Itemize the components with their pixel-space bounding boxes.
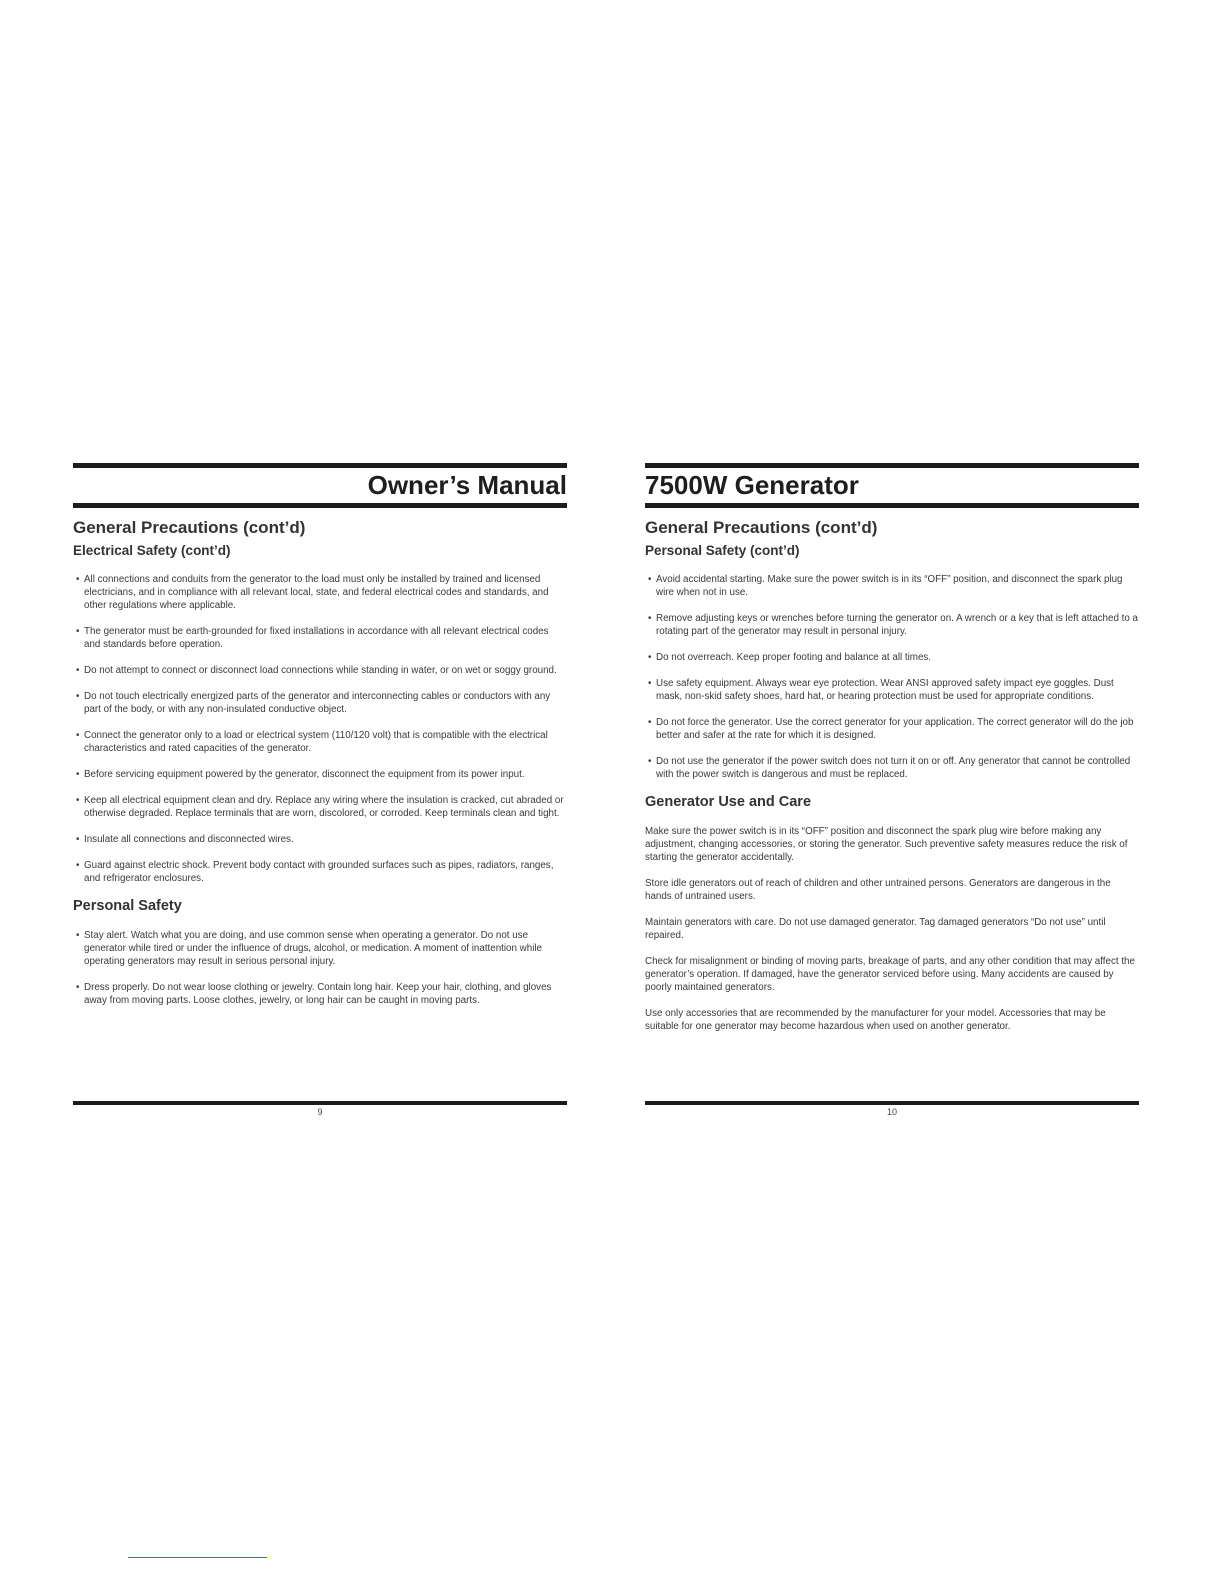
list-item: • Do not touch electrically energized parts of the generator and interconnecting cables or conductors with any part of the body, or with any non-insulated conductive object.: [73, 690, 567, 716]
paragraph: Maintain generators with care. Do not use damaged generator. Tag damaged generators “Do not use” until repaired.: [645, 917, 1106, 941]
paragraph: Store idle generators out of reach of children and other untrained persons. Generators are dangerous in the hands of untrained users.: [645, 878, 1111, 902]
list-item: • Connect the generator only to a load or electrical system (110/120 volt) that is compatible with the electrical characteristics and rated capacities of the generator.: [73, 729, 567, 755]
list-item: • Do not attempt to connect or disconnect load connections while standing in water, or on wet or soggy ground.: [73, 664, 567, 677]
list-item: • Keep all electrical equipment clean and dry. Replace any wiring where the insulation is cracked, cut abraded or otherwise degraded. Replace terminals that are worn, discolored, or corroded. Keep terminals clean and tight.: [73, 794, 567, 820]
header-rule-bottom: [73, 503, 567, 508]
header-rule-top: [645, 463, 1139, 468]
footer-rule: [645, 1101, 1139, 1105]
subsection-title-personal-safety: Personal Safety (cont’d): [645, 543, 800, 558]
personal-safety-list: [645, 573, 1139, 781]
list-item: • All connections and conduits from the generator to the load must only be installed by trained and licensed electricians, and in compliance with all relevant local, state, and federal electrical codes and standards, and other regulations where applicable.: [73, 573, 567, 612]
list-item: • Stay alert. Watch what you are doing, and use common sense when operating a generator. Do not use generator while tired or under the influence of drugs, alcohol, or medication. A moment of inattention while operating generators may result in serious personal injury.: [73, 929, 567, 968]
paragraph: Check for misalignment or binding of moving parts, breakage of parts, and any other condition that may affect the generator’s operation. If damaged, have the generator serviced before using. Many accidents are caused by poorly maintained generators.: [645, 956, 1135, 993]
page-number: 9: [317, 1107, 323, 1117]
subsection-title-generator-use-and-care: Generator Use and Care: [645, 794, 812, 810]
page-number: 10: [886, 1107, 897, 1117]
electrical-safety-list: [73, 573, 567, 885]
bottom-link-underline: [128, 1557, 267, 1558]
list-item: • Use safety equipment. Always wear eye protection. Wear ANSI approved safety impact eye goggles. Dust mask, non-skid safety shoes, hard hat, or hearing protection must be used for appropriate conditions.: [645, 677, 1139, 703]
subsection-title-personal-safety: Personal Safety: [73, 898, 182, 914]
left-page-footer: [73, 1101, 567, 1117]
header-rule-top: [73, 463, 567, 468]
personal-safety-list: [73, 929, 567, 1007]
list-item: • Do not force the generator. Use the correct generator for your application. The correct generator will do the job better and safer at the rate for which it is designed.: [645, 716, 1139, 742]
list-item: • Do not overreach. Keep proper footing and balance at all times.: [645, 651, 1139, 664]
left-page: [73, 463, 567, 1020]
section-title-general-precautions: General Precautions (cont’d): [645, 518, 878, 537]
list-item: • Do not use the generator if the power switch does not turn it on or off. Any generator that cannot be controlled with the power switch is dangerous and must be replaced.: [645, 755, 1139, 781]
header-title-7500w-generator: 7500W Generator: [645, 470, 859, 500]
list-item: • The generator must be earth-grounded for fixed installations in accordance with all relevant electrical codes and standards before operation.: [73, 625, 567, 651]
list-item: • Remove adjusting keys or wrenches before turning the generator on. A wrench or a key that is left attached to a rotating part of the generator may result in personal injury.: [645, 612, 1139, 638]
section-title-general-precautions: General Precautions (cont’d): [73, 518, 306, 537]
list-item: • Before servicing equipment powered by the generator, disconnect the equipment from its power input.: [73, 768, 567, 781]
header-title-owners-manual: Owner’s Manual: [367, 470, 567, 500]
list-item: • Dress properly. Do not wear loose clothing or jewelry. Contain long hair. Keep your hair, clothing, and gloves away from moving parts. Loose clothes, jewelry, or long hair can be caught in moving parts.: [73, 981, 567, 1007]
list-item: • Avoid accidental starting. Make sure the power switch is in its “OFF” position, and disconnect the spark plug wire when not in use.: [645, 573, 1139, 599]
paragraph: Make sure the power switch is in its “OFF” position and disconnect the spark plug wire before making any adjustment, changing accessories, or storing the generator. Such preventive safety measures reduce the risk of starting the generator accidentally.: [645, 826, 1128, 863]
list-item: • Guard against electric shock. Prevent body contact with grounded surfaces such as pipes, radiators, ranges, and refrigerator enclosures.: [73, 859, 567, 885]
right-page-footer: [645, 1101, 1139, 1117]
paragraph: Use only accessories that are recommended by the manufacturer for your model. Accessories that may be suitable for one generator may become hazardous when used on another generator.: [645, 1008, 1106, 1032]
right-page: [645, 463, 1139, 1046]
footer-rule: [73, 1101, 567, 1105]
header-rule-bottom: [645, 503, 1139, 508]
subsection-title-electrical-safety: Electrical Safety (cont’d): [73, 543, 231, 558]
list-item: • Insulate all connections and disconnected wires.: [73, 833, 567, 846]
